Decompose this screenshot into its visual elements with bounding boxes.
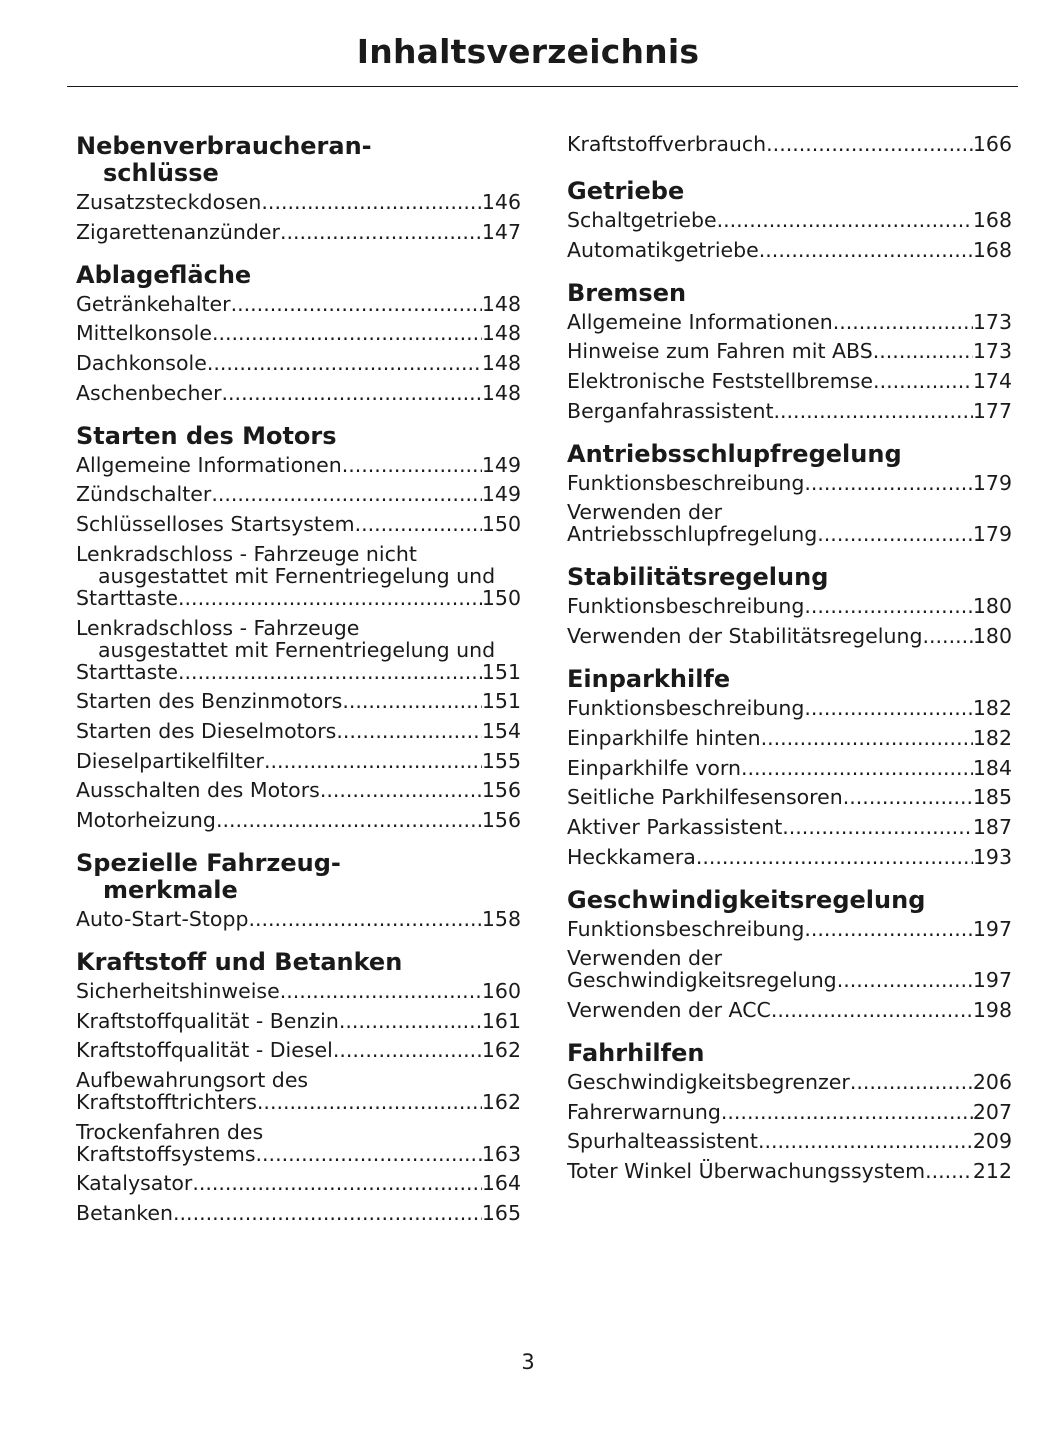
- dot-leader: [178, 587, 482, 609]
- dot-leader: [342, 454, 482, 476]
- toc-entry[interactable]: [76, 191, 521, 213]
- toc-entry-label: Sicherheitshinweise: [76, 978, 280, 1003]
- dot-leader: [717, 209, 973, 231]
- toc-entry[interactable]: [567, 1130, 1012, 1152]
- toc-entry-page: 180: [972, 594, 1012, 619]
- toc-entry-label: Auto-Start-Stopp: [76, 906, 249, 931]
- dot-leader: [342, 690, 482, 712]
- toc-entry-label: Toter Winkel Überwachungssystem: [567, 1159, 926, 1183]
- toc-entry-page: 154: [481, 718, 521, 743]
- toc-left-column: [76, 133, 521, 1243]
- toc-entry-page: 147: [481, 219, 521, 244]
- page-number: 3: [521, 1350, 535, 1374]
- toc-section: [76, 850, 521, 930]
- toc-entry-label: Berganfahrassistent: [567, 398, 774, 423]
- toc-entry-page: 173: [972, 309, 1012, 334]
- toc-entry-page: 148: [481, 351, 521, 376]
- toc-section: [567, 280, 1012, 422]
- toc-entry-page: 161: [481, 1008, 521, 1033]
- toc-entry-label: Spurhalteassistent: [567, 1129, 758, 1154]
- toc-entry[interactable]: [76, 617, 521, 683]
- dot-leader: [211, 483, 482, 505]
- toc-entry-label: Kraftstoffverbrauch: [567, 132, 767, 156]
- toc-entry-label: Geschwindigkeitsregelung: [567, 968, 837, 993]
- toc-section: [567, 887, 1012, 1021]
- toc-continued-entries: [567, 133, 1012, 155]
- toc-entry[interactable]: [567, 816, 1012, 838]
- toc-entry-label: Ausschalten des Motors: [76, 778, 320, 803]
- dot-leader: [355, 513, 482, 535]
- toc-entry-label: Starttaste: [76, 659, 179, 684]
- toc-entry-text-lead: Lenkradschloss - Fahrzeuge ausgestattet mit Fernentriegelung und: [76, 615, 496, 662]
- toc-entry-label: Funktionsbeschreibung: [567, 594, 805, 619]
- dot-leader: [774, 400, 973, 422]
- toc-entry-page: 151: [481, 659, 521, 684]
- toc-entry[interactable]: [76, 322, 521, 344]
- toc-entry-page: 177: [972, 398, 1012, 423]
- toc-entry[interactable]: [567, 400, 1012, 422]
- toc-entry-page: 148: [481, 291, 521, 316]
- dot-leader: [696, 846, 973, 868]
- toc-entry[interactable]: [567, 340, 1012, 362]
- dot-leader: [261, 191, 481, 213]
- toc-section: [76, 262, 521, 404]
- dot-leader: [336, 720, 482, 742]
- toc-entry-label: Dachkonsole: [76, 351, 207, 376]
- toc-entry-label: Antriebsschlupfregelung: [567, 522, 818, 547]
- toc-section-title[interactable]: Stabilitätsregelung: [567, 563, 829, 592]
- toc-entry-page: 150: [481, 512, 521, 537]
- toc-entry[interactable]: [567, 501, 1012, 545]
- toc-entry-page: 193: [972, 844, 1012, 869]
- toc-right-column: [567, 133, 1012, 1201]
- toc-entry[interactable]: [76, 543, 521, 609]
- toc-entry[interactable]: [76, 382, 521, 404]
- toc-section-title[interactable]: Spezielle Fahrzeug- merkmale: [76, 848, 341, 904]
- toc-entry-label: Heckkamera: [567, 844, 696, 869]
- toc-entry-page: 164: [481, 1171, 521, 1196]
- toc-entry-label: Verwenden der Stabilitätsregelung: [567, 624, 923, 649]
- toc-section-title[interactable]: Ablagefläche: [76, 260, 252, 289]
- toc-entry-label: Funktionsbeschreibung: [567, 696, 805, 721]
- toc-entry-label: Einparkhilfe hinten: [567, 725, 761, 750]
- toc-entry-text-lead: Aufbewahrungsort des: [76, 1068, 309, 1092]
- toc-entry-label: Funktionsbeschreibung: [567, 470, 805, 495]
- toc-entry[interactable]: [76, 779, 521, 801]
- toc-entry[interactable]: [567, 757, 1012, 779]
- toc-entry[interactable]: [567, 947, 1012, 991]
- toc-entry-page: 182: [972, 696, 1012, 721]
- toc-entry-page: 160: [481, 978, 521, 1003]
- toc-section-title[interactable]: Fahrhilfen: [567, 1038, 705, 1067]
- toc-section: [567, 666, 1012, 867]
- toc-entry[interactable]: [76, 750, 521, 772]
- toc-entry-label: Schlüsselloses Startsystem: [76, 512, 355, 537]
- toc-entry-page: 206: [972, 1069, 1012, 1094]
- toc-section: [567, 178, 1012, 261]
- toc-entry[interactable]: [567, 727, 1012, 749]
- toc-entry[interactable]: [567, 595, 1012, 617]
- toc-entry-page: 146: [481, 190, 521, 214]
- dot-leader: [873, 370, 973, 392]
- toc-entry[interactable]: [76, 1121, 521, 1165]
- toc-entry[interactable]: [76, 720, 521, 742]
- dot-leader: [804, 697, 973, 719]
- toc-entry-label: Motorheizung: [76, 807, 216, 832]
- dot-leader: [333, 1039, 482, 1061]
- toc-entry[interactable]: [76, 352, 521, 374]
- toc-entry-page: 163: [481, 1141, 521, 1166]
- toc-entry[interactable]: [76, 980, 521, 1002]
- toc-entry[interactable]: [567, 1071, 1012, 1093]
- toc-entry-page: 168: [972, 208, 1012, 232]
- toc-entry-page: 162: [481, 1090, 521, 1114]
- dot-leader: [222, 382, 482, 404]
- toc-entry-label: Getränkehalter: [76, 291, 231, 316]
- toc-entry[interactable]: [567, 846, 1012, 868]
- toc-entry-page: 179: [972, 522, 1012, 547]
- toc-entry[interactable]: [567, 472, 1012, 494]
- toc-entry[interactable]: [567, 918, 1012, 940]
- toc-section-title[interactable]: Antriebsschlupfregelung: [567, 439, 902, 468]
- toc-entry-label: Katalysator: [76, 1171, 193, 1196]
- toc-entry-page: 209: [972, 1129, 1012, 1154]
- toc-entry[interactable]: [76, 1010, 521, 1032]
- dot-leader: [759, 239, 973, 261]
- toc-entry[interactable]: [567, 999, 1012, 1021]
- dot-leader: [207, 352, 482, 374]
- toc-entry-text-lead: Trockenfahren des: [76, 1119, 264, 1144]
- toc-entry[interactable]: [567, 1101, 1012, 1123]
- toc-entry-text-lead: Verwenden der: [567, 500, 723, 525]
- toc-entry-page: 197: [972, 968, 1012, 993]
- toc-section: [567, 564, 1012, 647]
- toc-section-title[interactable]: Bremsen: [567, 278, 687, 307]
- toc-entry[interactable]: [76, 454, 521, 476]
- dot-leader: [741, 757, 973, 779]
- dot-leader: [280, 980, 482, 1002]
- toc-entry[interactable]: [76, 483, 521, 505]
- toc-section-title[interactable]: Starten des Motors: [76, 421, 337, 450]
- toc-section: [567, 441, 1012, 546]
- toc-entry-label: Starten des Benzinmotors: [76, 689, 343, 714]
- dot-leader: [248, 908, 481, 930]
- toc-entry-page: 162: [481, 1038, 521, 1063]
- toc-entry-page: 173: [972, 339, 1012, 364]
- toc-section: [76, 423, 521, 831]
- dot-leader: [837, 969, 973, 991]
- toc-entry-page: 174: [972, 369, 1012, 394]
- toc-entry-page: 148: [481, 380, 521, 405]
- toc-entry-label: Einparkhilfe vorn: [567, 755, 741, 780]
- toc-entry-label: Aschenbecher: [76, 380, 222, 405]
- toc-entry-page: 151: [481, 689, 521, 714]
- dot-leader: [817, 523, 973, 545]
- dot-leader: [721, 1101, 973, 1123]
- dot-leader: [833, 311, 973, 333]
- toc-entry-label: Automatikgetriebe: [567, 237, 759, 262]
- toc-section-title[interactable]: Getriebe: [567, 177, 685, 205]
- dot-leader: [280, 221, 482, 243]
- toc-entry-label: Verwenden der ACC: [567, 997, 771, 1022]
- toc-entry-page: 179: [972, 470, 1012, 495]
- toc-entry-label: Kraftstoffsystems: [76, 1141, 256, 1166]
- toc-entry-page: 187: [972, 814, 1012, 839]
- toc-entry-label: Hinweise zum Fahren mit ABS: [567, 339, 873, 364]
- toc-entry-label: Schaltgetriebe: [567, 208, 717, 232]
- toc-entry-page: 197: [972, 916, 1012, 941]
- toc-entry[interactable]: [567, 625, 1012, 647]
- toc-entry-page: 149: [481, 452, 521, 477]
- toc-entry[interactable]: [76, 908, 521, 930]
- toc-section-title[interactable]: Nebenverbraucheran- schlüsse: [76, 132, 372, 187]
- toc-entry-text-lead: Verwenden der: [567, 946, 723, 971]
- toc-section: [76, 949, 521, 1224]
- toc-entry[interactable]: [76, 1039, 521, 1061]
- toc-entry-page: 198: [972, 997, 1012, 1022]
- toc-section-title[interactable]: Geschwindigkeitsregelung: [567, 885, 926, 914]
- dot-leader: [257, 1091, 482, 1113]
- toc-entry[interactable]: [567, 239, 1012, 261]
- toc-entry-page: 185: [972, 785, 1012, 810]
- dot-leader: [873, 340, 973, 362]
- toc-entry-label: Mittelkonsole: [76, 321, 212, 346]
- toc-entry-page: 184: [972, 755, 1012, 780]
- dot-leader: [761, 727, 973, 749]
- toc-entry-page: 158: [481, 906, 521, 931]
- toc-entry[interactable]: [76, 809, 521, 831]
- toc-entry-label: Fahrerwarnung: [567, 1099, 721, 1124]
- toc-entry-page: 155: [481, 748, 521, 773]
- dot-leader: [320, 779, 482, 801]
- toc-entry-page: 180: [972, 624, 1012, 649]
- dot-leader: [766, 133, 973, 155]
- toc-entry[interactable]: [76, 1069, 521, 1113]
- dot-leader: [216, 809, 482, 831]
- toc-entry-page: 212: [972, 1159, 1012, 1183]
- title-divider: [67, 86, 1018, 87]
- toc-entry-page: 156: [481, 807, 521, 832]
- toc-entry-page: 168: [972, 237, 1012, 262]
- dot-leader: [804, 918, 973, 940]
- toc-entry-label: Zündschalter: [76, 482, 212, 507]
- dot-leader: [925, 1160, 973, 1182]
- toc-entry-label: Aktiver Parkassistent: [567, 814, 783, 839]
- page-title: Inhaltsverzeichnis: [356, 32, 700, 71]
- toc-entry-label: Geschwindigkeitsbegrenzer: [567, 1069, 850, 1094]
- toc-section-title[interactable]: Kraftstoff und Betanken: [76, 947, 403, 976]
- toc-section: [76, 133, 521, 243]
- toc-entry[interactable]: [76, 293, 521, 315]
- toc-entry-label: Starttaste: [76, 585, 179, 610]
- toc-entry-page: 149: [481, 482, 521, 507]
- toc-entry-page: 150: [481, 585, 521, 610]
- dot-leader: [178, 661, 482, 683]
- toc-entry-label: Allgemeine Informationen: [76, 452, 342, 477]
- toc-entry-label: Kraftstoffqualität - Diesel: [76, 1038, 333, 1063]
- dot-leader: [212, 322, 482, 344]
- dot-leader: [804, 472, 973, 494]
- dot-leader: [231, 293, 482, 315]
- toc-section: [567, 1040, 1012, 1182]
- toc-entry-label: Zusatzsteckdosen: [76, 190, 262, 214]
- toc-entry[interactable]: [567, 370, 1012, 392]
- dot-leader: [850, 1071, 973, 1093]
- toc-entry[interactable]: [567, 209, 1012, 231]
- toc-entry-label: Dieselpartikelfilter: [76, 748, 264, 773]
- toc-entry[interactable]: [567, 697, 1012, 719]
- toc-entry[interactable]: [567, 1160, 1012, 1182]
- dot-leader: [804, 595, 973, 617]
- toc-entry[interactable]: [76, 513, 521, 535]
- toc-entry-label: Elektronische Feststellbremse: [567, 369, 874, 394]
- toc-entry-page: 166: [972, 132, 1012, 156]
- toc-section-title[interactable]: Einparkhilfe: [567, 665, 731, 694]
- toc-entry[interactable]: [76, 690, 521, 712]
- dot-leader: [339, 1010, 482, 1032]
- dot-leader: [256, 1143, 482, 1165]
- dot-leader: [758, 1130, 973, 1152]
- toc-entry[interactable]: [76, 1202, 521, 1224]
- toc-entry-page: 165: [481, 1201, 521, 1226]
- toc-entry-page: 148: [481, 321, 521, 346]
- dot-leader: [923, 625, 973, 647]
- toc-entry[interactable]: [567, 311, 1012, 333]
- toc-entry-label: Kraftstoffqualität - Benzin: [76, 1008, 339, 1033]
- toc-entry-label: Allgemeine Informationen: [567, 309, 833, 334]
- toc-entry[interactable]: [567, 133, 1012, 155]
- dot-leader: [771, 999, 973, 1021]
- dot-leader: [192, 1172, 482, 1194]
- toc-entry-label: Betanken: [76, 1201, 174, 1226]
- dot-leader: [173, 1202, 482, 1224]
- toc-entry-text-lead: Lenkradschloss - Fahrzeuge nicht ausgestattet mit Fernentriegelung und: [76, 541, 496, 588]
- toc-entry-label: Zigarettenanzünder: [76, 219, 280, 244]
- toc-entry-label: Starten des Dieselmotors: [76, 718, 337, 743]
- dot-leader: [782, 816, 973, 838]
- toc-entry-page: 207: [972, 1099, 1012, 1124]
- toc-entry-page: 156: [481, 778, 521, 803]
- toc-entry-page: 182: [972, 725, 1012, 750]
- toc-entry[interactable]: [76, 221, 521, 243]
- toc-entry-label: Kraftstofftrichters: [76, 1090, 257, 1114]
- toc-entry-label: Seitliche Parkhilfesensoren: [567, 785, 843, 810]
- dot-leader: [843, 786, 973, 808]
- dot-leader: [264, 750, 482, 772]
- toc-entry-label: Funktionsbeschreibung: [567, 916, 805, 941]
- toc-entry[interactable]: [76, 1172, 521, 1194]
- toc-entry[interactable]: [567, 786, 1012, 808]
